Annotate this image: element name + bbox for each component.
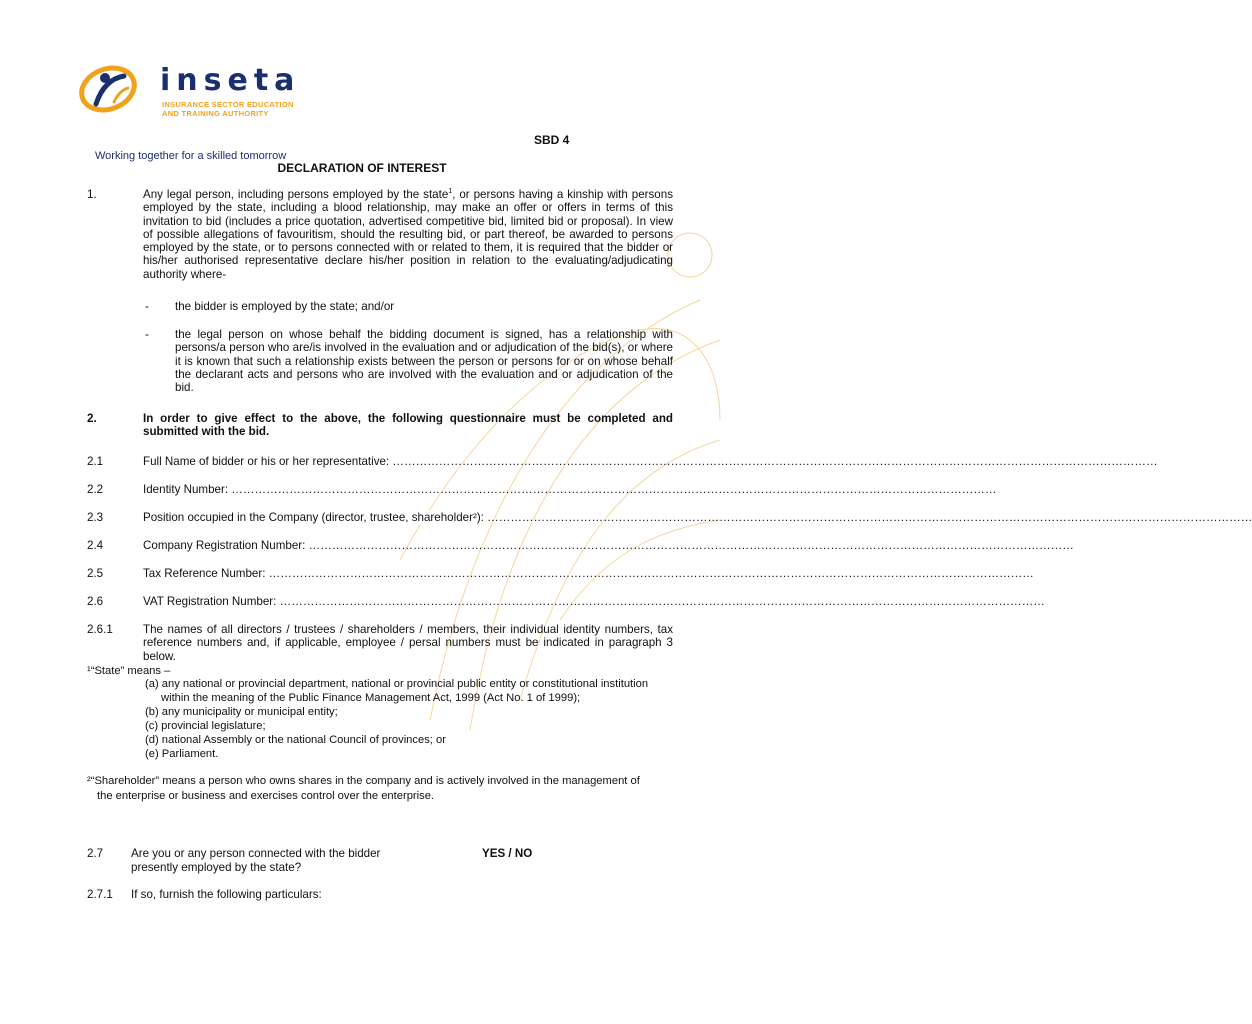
footnote-shareholder-cont: the enterprise or business and exercises control over the enterprise. xyxy=(97,790,435,802)
dash-marker: - xyxy=(145,328,149,341)
field-number: 2.2 xyxy=(87,483,104,496)
section-number: 2.7 xyxy=(87,847,104,860)
page-title: DECLARATION OF INTEREST xyxy=(277,161,447,175)
section-number: 1. xyxy=(87,188,97,201)
footnote-ref: 1 xyxy=(448,188,453,196)
section-2-6-1-text: The names of all directors / trustees / shareholders / members, their individual identity numbers, tax reference numbers and, if applicable, employee / persal numbers must be indicated in paragraph 3 below. xyxy=(143,623,673,663)
section-2-7-1-text: If so, furnish the following particulars: xyxy=(131,888,322,901)
field-label: VAT Registration Number: xyxy=(143,595,277,608)
footnote-item: (c) provincial legislature; xyxy=(145,720,266,732)
field-number: 2.6 xyxy=(87,595,104,608)
field-line xyxy=(143,455,1158,468)
section-2-text: In order to give effect to the above, the following questionnaire must be completed and submitted with the bid. xyxy=(143,412,673,439)
field-label: Tax Reference Number: xyxy=(143,567,266,580)
bullet-text: the legal person on whose behalf the bidding document is signed, has a relationship with persons/a person who are/is involved in the evaluation and or adjudication of the bid(s), or where it is known that such a relationship exists between the person or persons for or on whose behalf the declarant acts and persons who are involved with the evaluation and or adjudication of the bid. xyxy=(175,328,673,395)
field-number: 2.3 xyxy=(87,511,104,524)
footnote-shareholder: ²“Shareholder” means a person who owns shares in the company and is actively involved in the management of xyxy=(87,775,640,787)
section-1-text xyxy=(143,188,673,281)
fill-in-dots[interactable]: ……………………………………………………………………………………………………………………………………………………………………………… xyxy=(279,595,1045,608)
yes-no-answer[interactable]: YES / NO xyxy=(482,847,533,860)
field-number: 2.5 xyxy=(87,567,104,580)
fill-in-dots[interactable]: ……………………………………………………………………………………………………………………………………………………………………………… xyxy=(487,511,1252,524)
field-line xyxy=(143,511,1252,524)
logo-subtitle-line-2: AND TRAINING AUTHORITY xyxy=(162,109,269,118)
tagline: Working together for a skilled tomorrow xyxy=(95,150,287,162)
question-line: presently employed by the state? xyxy=(131,861,302,874)
footnote-item: (d) national Assembly or the national Council of provinces; or xyxy=(145,734,446,746)
field-label: Full Name of bidder or his or her representative: xyxy=(143,455,390,468)
field-number: 2.1 xyxy=(87,455,104,468)
field-line xyxy=(143,567,1034,580)
question-line: Are you or any person connected with the bidder xyxy=(131,847,381,860)
section-1-text-a: Any legal person, including persons employed by the state xyxy=(143,188,449,201)
footnote-item: (b) any municipality or municipal entity; xyxy=(145,706,338,718)
field-label: Position occupied in the Company (director, trustee, shareholder²): xyxy=(143,511,484,524)
bullet-text: the bidder is employed by the state; and/or xyxy=(175,300,395,313)
field-line xyxy=(143,595,1045,608)
form-code: SBD 4 xyxy=(534,133,570,147)
logo-wordmark: inseta xyxy=(160,63,301,98)
footnote-item: (e) Parliament. xyxy=(145,748,219,760)
field-line xyxy=(143,539,1074,552)
logo-subtitle xyxy=(162,100,294,118)
footnote-state-heading: ¹“State” means – xyxy=(87,665,171,677)
fill-in-dots[interactable]: ……………………………………………………………………………………………………………………………………………………………………………… xyxy=(231,483,997,496)
section-number: 2. xyxy=(87,412,97,425)
logo-subtitle-line-1: INSURANCE SECTOR EDUCATION xyxy=(162,100,294,109)
dash-marker: - xyxy=(145,300,149,313)
footnote-item: (a) any national or provincial department, national or provincial public entity or constitutional institution xyxy=(145,678,649,690)
footnote-item: within the meaning of the Public Finance Management Act, 1999 (Act No. 1 of 1999); xyxy=(161,692,581,704)
section-1-text-b: , or persons having a kinship with persons employed by the state, including a blood relationship, may make an offer or offers in terms of this invitation to bid (includes a price quotation, advertised competitive bid, limited bid or proposal). In view of possible allegations of favouritism, should the resulting bid, or part thereof, be awarded to persons employed by the state, or to persons connected with or related to them, it is required that the bidder or his/her authorised representative declare his/her position in relation to the evaluating/adjudicating authority where- xyxy=(143,188,673,281)
field-number: 2.4 xyxy=(87,539,104,552)
fill-in-dots[interactable]: ……………………………………………………………………………………………………………………………………………………………………………… xyxy=(308,539,1074,552)
field-line xyxy=(143,483,997,496)
section-number: 2.6.1 xyxy=(87,623,113,636)
fill-in-dots[interactable]: ……………………………………………………………………………………………………………………………………………………………………………… xyxy=(268,567,1034,580)
fill-in-dots[interactable]: ……………………………………………………………………………………………………………………………………………………………………………… xyxy=(392,455,1158,468)
field-label: Company Registration Number: xyxy=(143,539,306,552)
inseta-logo-icon xyxy=(78,64,140,114)
question-text xyxy=(131,847,380,875)
field-label: Identity Number: xyxy=(143,483,229,496)
section-number: 2.7.1 xyxy=(87,888,113,901)
